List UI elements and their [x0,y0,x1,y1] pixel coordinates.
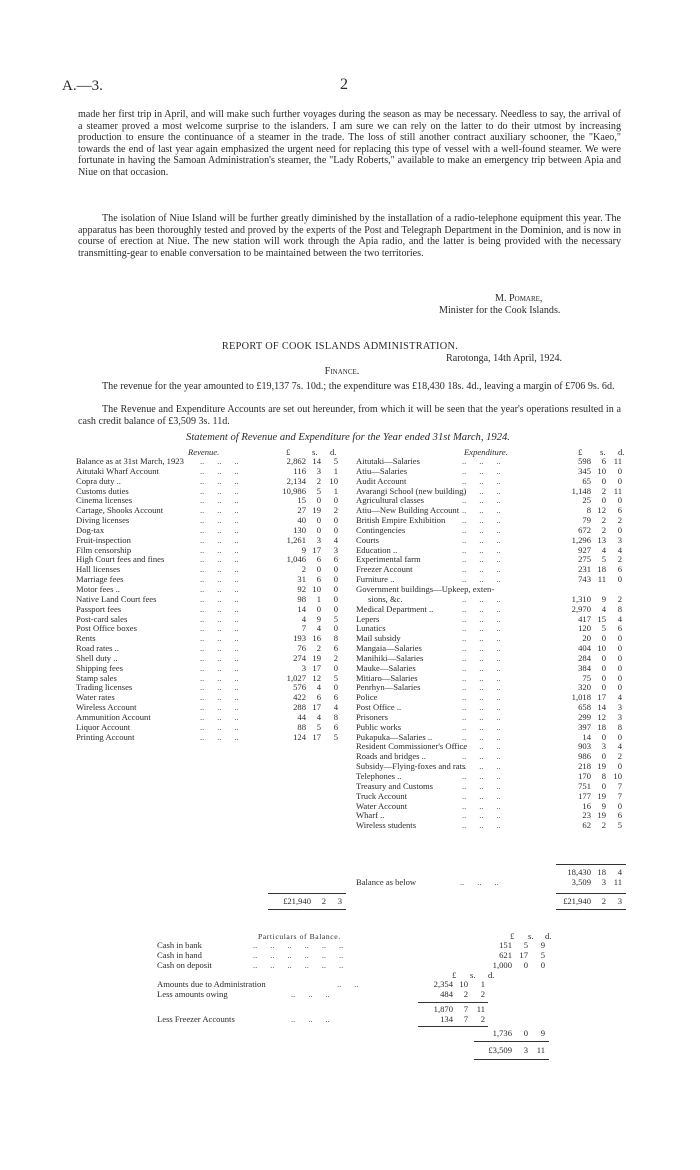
expenditure-label: Lepers [356,613,380,624]
expenditure-label: Courts [356,534,379,545]
revenue-row: Film censorship .. .. .. 9 17 3 [76,544,338,555]
statement-title: Statement of Revenue and Expenditure for the Year ended 31st March, 1924. [186,432,510,443]
expenditure-label: Roads and bridges .. [356,751,426,762]
balance-shilling-head: s. [528,931,534,941]
revenue-label: Dog-tax [76,524,105,535]
expenditure-label: Audit Account [356,475,407,486]
revenue-row: Aitutaki Wharf Account .. .. .. 116 3 1 [76,465,338,476]
revenue-label: Trading licenses [76,682,133,693]
expenditure-row: Furniture .. .. .. .. 743 11 0 [356,574,622,585]
expenditure-label: Mangaia—Salaries [356,643,422,654]
expenditure-label: Freezer Account [356,564,413,575]
expenditure-label: Manihiki—Salaries [356,652,424,663]
balance-heading: Particulars of Balance. [258,932,341,941]
revenue-row: Dog-tax .. .. .. 130 0 0 [76,524,338,535]
expenditure-label: Contingencies [356,524,406,535]
revenue-row: Hall licenses .. .. .. 2 0 0 [76,564,338,575]
revenue-label: Marriage fees [76,574,124,585]
revenue-label: Aitutaki Wharf Account [76,465,159,476]
expenditure-row: British Empire Exhibition .. .. .. 79 2 2 [356,515,622,526]
expenditure-row: Avarangi School (new building) .. .. .. 1,148 2 11 [356,485,622,496]
expenditure-list [356,457,626,831]
expenditure-label: Penrhyn—Salaries [356,682,421,693]
amounts-due-row: Amounts due to Administration .. .. 2,354 10 1 Less amounts owing .. .. .. 484 2 2 [157,979,485,999]
expenditure-label: Mitiaro—Salaries [356,672,418,683]
expenditure-pound-head: £ [578,447,583,457]
expenditure-label: Atiu—Salaries [356,465,408,476]
revenue-row: Water rates .. .. .. 422 6 6 [76,692,338,703]
expenditure-label: Public works [356,721,402,732]
expenditure-label: Medical Department .. [356,603,434,614]
revenue-label: Printing Account [76,731,135,742]
balance-cash-list [157,941,557,971]
expenditure-row: Medical Department .. .. .. .. 2,970 4 8 [356,603,622,614]
expenditure-row: Aitutaki—Salaries .. .. .. 598 6 11 [356,456,622,466]
expenditure-row: Manihiki—Salaries .. .. .. 284 0 0 [356,652,622,663]
revenue-row: Road rates .. .. .. .. 76 2 6 [76,643,338,654]
revenue-row: Liquor Account .. .. .. 88 5 6 [76,721,338,732]
revenue-label: Water rates [76,692,115,703]
revenue-pence-head: d. [330,447,337,457]
expenditure-label: Mauke—Salaries [356,662,416,673]
expenditure-row: Resident Commissioner's Office .. .. .. 903 3 4 [356,741,622,752]
revenue-row: Balance as at 31st March, 1923 .. .. .. 2,862 14 5 [76,456,338,466]
expenditure-subtotal: 18,430 18 4 [567,867,622,877]
expenditure-row: Atiu—Salaries .. .. .. 345 10 0 [356,465,622,476]
balance-cash-row: Cash in bank .. .. .. .. .. .. 151 5 9 [157,940,545,950]
expenditure-row: Mitiaro—Salaries .. .. .. 75 0 0 [356,672,622,683]
finance-paragraph-2: The Revenue and Expenditure Accounts are set out hereunder, from which it will be seen that the year's operations resulted in a cash credit balance of £3,509 3s. 11d. [78,404,621,427]
expenditure-label: Pukapuka—Salaries .. [356,731,433,742]
expenditure-row: Truck Account .. .. .. 177 19 7 [356,790,622,801]
expenditure-row: Post Office .. .. .. .. 658 14 3 [356,702,622,713]
expenditure-shilling-head: s. [600,447,606,457]
revenue-label: Cartage, Shooks Account [76,505,164,516]
page-number: 2 [340,76,348,93]
grand-total-rule-bottom [474,1059,549,1060]
revenue-row: Ammunition Account .. .. .. 44 4 8 [76,711,338,722]
revenue-row: Passport fees .. .. .. 14 0 0 [76,603,338,614]
revenue-label: Shell duty .. [76,652,118,663]
revenue-row: Rents .. .. .. 193 16 8 [76,633,338,644]
balance-pound-head: £ [510,931,515,941]
expenditure-label: Education .. [356,544,398,555]
revenue-row: Diving licenses .. .. .. 40 0 0 [76,515,338,526]
net-total-row: 1,736 0 9 [492,1028,545,1038]
expenditure-label: Prisoners [356,711,388,722]
expenditure-row: Education .. .. .. .. 927 4 4 [356,544,622,555]
revenue-total-rule-top [268,893,346,894]
revenue-label: Balance as at 31st March, 1923 [76,456,184,466]
expenditure-row: Agricultural classes .. .. .. 25 0 0 [356,495,622,506]
revenue-row: Wireless Account .. .. .. 288 17 4 [76,702,338,713]
expenditure-row: Public works .. .. .. 397 18 8 [356,721,622,732]
intro-paragraph-2: The isolation of Niue Island will be further greatly diminished by the installation of a radio-telephone equipment this year. The apparatus has been thoroughly tested and proved by the experts of the Post and Telegraph Department in the Dominion, and is now in course of erection at Niue. The new station will work through the Apia radio, and the latter is being provided with the necessary transmitting-gear to enable conversation to be maintained between the two territories. [78,213,621,259]
revenue-row: Post-card sales .. .. .. 4 9 5 [76,613,338,624]
revenue-label: Ammunition Account [76,711,151,722]
balance-pence-head: d. [545,931,552,941]
expenditure-row: Pukapuka—Salaries .. .. .. .. 14 0 0 [356,731,622,742]
revenue-row: Cartage, Shooks Account .. .. .. 27 19 2 [76,505,338,516]
expenditure-label: Aitutaki—Salaries [356,456,420,466]
revenue-label: Rents [76,633,96,644]
expenditure-total-rule-top [556,893,626,894]
expenditure-row: Penrhyn—Salaries .. .. .. 320 0 0 [356,682,622,693]
expenditure-row: Mangaia—Salaries .. .. .. 404 10 0 [356,643,622,654]
revenue-label: Fruit-inspection [76,534,131,545]
expenditure-label: Truck Account [356,790,408,801]
revenue-label: Diving licenses [76,515,130,526]
expenditure-label: Lunatics [356,623,386,634]
expenditure-row: Experimental farm .. .. .. 275 5 2 [356,554,622,565]
expenditure-row: Atiu—New Building Account .. .. .. 8 12 6 [356,505,622,516]
revenue-label: High Court fees and fines [76,554,165,565]
revenue-row: High Court fees and fines .. .. .. 1,046 6 6 [76,554,338,565]
expenditure-row: Treasury and Customs .. .. .. 751 0 7 [356,780,622,791]
net-rule [418,1002,488,1003]
revenue-total: £21,940 2 3 [283,896,342,906]
expenditure-label: Post Office .. [356,702,402,713]
expenditure-row: Lunatics .. .. .. 120 5 6 [356,623,622,634]
place-date: Rarotonga, 14th April, 1924. [446,353,563,364]
inner-pound-head: £ [452,970,457,980]
expenditure-row: Courts .. .. .. 1,296 13 3 [356,534,622,545]
revenue-row: Fruit-inspection .. .. .. 1,261 3 4 [76,534,338,545]
expenditure-row: Prisoners .. .. .. 299 12 3 [356,711,622,722]
expenditure-label: Avarangi School (new building) [356,485,467,496]
revenue-label: Passport fees [76,603,122,614]
expenditure-label: Government buildings—Upkeep, exten- [356,583,495,594]
intro-paragraph-1: made her first trip in April, and will make such further voyages during the season as may be necessary. Needless to say, the arrival of a steamer proved a most welcome surprise to the islanders. I am sure we can rely on the latter to do their utmost by increasing production to ensure the continuance of a steamer in the trade. The loss of still another contract auxiliary schooner, the "Kaeo," towards the end of last year again emphasized the urgent need for replacing this type of vessel with a well-found steamer. We were fortunate in having the Samoan Administration's steamer, the "Lady Roberts," available to make an emergency trip between Apia and Niue on that occasion. [78,109,621,178]
revenue-label: Film censorship [76,544,132,555]
grand-total-row: £3,509 3 11 [488,1045,545,1055]
inner-shilling-head: s. [470,970,476,980]
expenditure-label: Atiu—New Building Account [356,505,460,516]
expenditure-total: £21,940 2 3 [563,896,622,906]
expenditure-heading: Expenditure. [464,447,508,457]
expenditure-label: Subsidy—Flying-foxes and rats [356,761,466,772]
expenditure-row: Roads and bridges .. .. .. .. 986 0 2 [356,751,622,762]
expenditure-total-rule-bottom [556,909,626,910]
revenue-label: Post-card sales [76,613,128,624]
revenue-row: Native Land Court fees .. .. .. 98 1 0 [76,593,338,604]
expenditure-row: Mail subsidy .. .. .. 20 0 0 [356,633,622,644]
expenditure-label: Telephones .. [356,771,402,781]
expenditure-row: Mauke—Salaries .. .. .. 384 0 0 [356,662,622,673]
expenditure-row: Audit Account .. .. .. 65 0 0 [356,475,622,486]
revenue-label: Motor fees .. [76,583,120,594]
expenditure-label: Police [356,692,378,703]
revenue-row: Marriage fees .. .. .. 31 6 0 [76,574,338,585]
inner-pence-head: d. [488,970,495,980]
finance-paragraph-1: The revenue for the year amounted to £19,137 7s. 10d.; the expenditure was £18,430 18s. 4d., leaving a margin of £706 9s. 6d. [102,381,615,392]
net-rows: 1,870 7 11 Less Freezer Accounts .. .. .. 134 7 2 [157,1004,485,1024]
expenditure-row: Wharf .. .. .. .. 23 19 6 [356,810,622,821]
freezer-rule [418,1026,488,1027]
expenditure-row: Police .. .. .. 1,018 17 4 [356,692,622,703]
page-code: A.—3. [62,78,103,94]
revenue-label: Liquor Account [76,721,131,732]
balance-cash-row: Cash on deposit .. .. .. .. .. .. 1,000 0 0 [157,959,545,970]
expenditure-row: Wireless students .. .. .. 62 2 5 [356,820,622,831]
revenue-label: Customs duties [76,485,129,496]
revenue-row: Cinema licenses .. .. .. 15 0 0 [76,495,338,506]
revenue-list [76,457,344,742]
expenditure-row: Contingencies .. .. .. 672 2 0 [356,524,622,535]
revenue-pound-head: £ [286,447,291,457]
expenditure-row: Telephones .. .. .. .. 170 8 10 [356,771,622,781]
revenue-label: Road rates .. [76,643,119,654]
revenue-row: Printing Account .. .. .. 124 17 5 [76,731,338,742]
revenue-row: Shipping fees .. .. .. 3 17 0 [76,662,338,673]
revenue-row: Trading licenses .. .. .. 576 4 0 [76,682,338,693]
revenue-shilling-head: s. [312,447,318,457]
revenue-label: Shipping fees [76,662,124,673]
expenditure-label: Resident Commissioner's Office [356,741,468,752]
revenue-row: Shell duty .. .. .. .. 274 19 2 [76,652,338,663]
revenue-label: Wireless Account [76,702,137,713]
revenue-row: Customs duties .. .. .. 10,986 5 1 [76,485,338,496]
revenue-label: Hall licenses [76,564,121,575]
expenditure-label: Mail subsidy [356,633,401,644]
expenditure-row: Lepers .. .. .. 417 15 4 [356,613,622,624]
expenditure-label: Agricultural classes [356,495,425,506]
balance-cash-row: Cash in hand .. .. .. .. .. .. 621 17 5 [157,949,545,960]
revenue-row: Motor fees .. .. .. .. 92 10 0 [76,583,338,594]
expenditure-label: Wireless students [356,820,417,831]
signature-name: M. Pomare, [495,293,543,304]
revenue-label: Native Land Court fees [76,593,157,604]
signature-title: Minister for the Cook Islands. [439,305,561,316]
expenditure-pence-head: d. [618,447,625,457]
expenditure-label: Water Account [356,800,408,811]
expenditure-label: Furniture .. [356,574,395,585]
expenditure-row: Freezer Account .. .. .. 231 18 6 [356,564,622,575]
expenditure-row: Subsidy—Flying-foxes and rats .. .. .. 218 19 0 [356,761,622,772]
section-heading: Finance. [324,366,360,377]
grand-total-rule-top [474,1041,549,1042]
expenditure-subtotal-rule [556,864,626,865]
revenue-row: Stamp sales .. .. .. 1,027 12 5 [76,672,338,683]
revenue-row: Post Office boxes .. .. .. 7 4 0 [76,623,338,634]
revenue-label: Stamp sales [76,672,117,683]
revenue-row: Copra duty .. .. .. .. 2,134 2 10 [76,475,338,486]
revenue-label: Post Office boxes [76,623,137,634]
revenue-heading: Revenue. [188,447,220,457]
report-title: REPORT OF COOK ISLANDS ADMINISTRATION. [221,341,459,352]
expenditure-label: British Empire Exhibition [356,515,446,526]
expenditure-row-continuation: sions, &c. .. .. .. 1,310 9 2 [368,593,622,604]
expenditure-label: Wharf .. [356,810,385,821]
expenditure-label: Treasury and Customs [356,780,434,791]
expenditure-row: Water Account .. .. .. 16 9 0 [356,800,622,811]
expenditure-label: Experimental farm [356,554,421,565]
revenue-label: Cinema licenses [76,495,133,506]
revenue-label: Copra duty .. [76,475,121,486]
revenue-total-rule-bottom [268,909,346,910]
expenditure-balance: Balance as below .. .. .. 3,509 3 11 [356,877,622,887]
